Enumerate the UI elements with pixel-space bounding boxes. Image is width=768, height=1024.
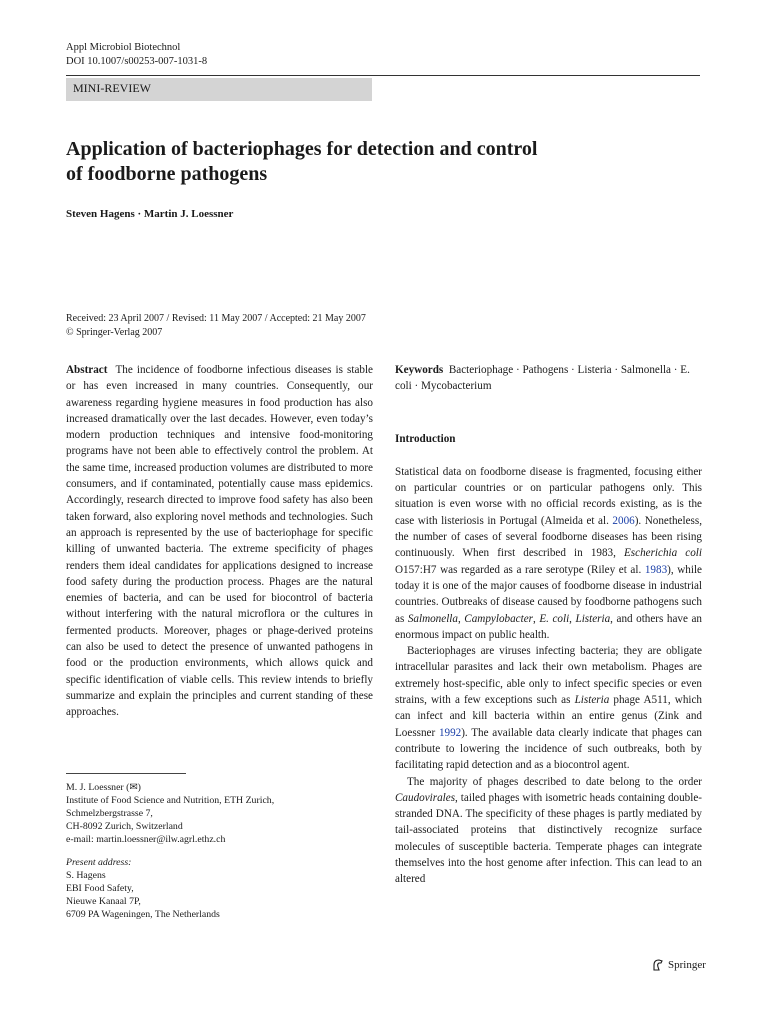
- present-city: 6709 PA Wageningen, The Netherlands: [66, 909, 220, 920]
- doi: DOI 10.1007/s00253-007-1031-8: [66, 56, 208, 67]
- footnote: [66, 781, 366, 921]
- citation-link[interactable]: 1992: [438, 726, 462, 739]
- present-name: S. Hagens: [66, 870, 106, 881]
- intro-paragraph-3: The majority of phages described to date belong to the order Caudovirales, tailed phages with isometric heads containing double-stranded DNA. The specificity of these phages is partly mediated by tail-associated proteins that distinctively recognize surface molecules of susceptible bacteria. Temperate phages can integrate themselves into the host genome after infection. This can lead to an altered: [395, 775, 702, 886]
- copyright: © Springer-Verlag 2007: [66, 326, 163, 338]
- header-rule: [66, 75, 700, 76]
- abstract: [66, 362, 373, 721]
- present-org: EBI Food Safety,: [66, 883, 134, 894]
- journal-name: Appl Microbiol Biotechnol: [66, 42, 181, 53]
- journal-header: [66, 41, 207, 69]
- intro-paragraph-1: Statistical data on foodborne disease is fragmented, focusing either on particular countries or on particular pathogens only. This situation is even worse with no official records existing, as is the case with listeriosis in Portugal (Almeida et al. 2006). Nonetheless, the number of cases of several foodborne diseases has been rising continuously. When first described in 1983, Escherichia coli O157:H7 was regarded as a rare serotype (Riley et al. 1983), while today it is one of the major causes of foodborne disease in industrial countries. Outbreaks of disease caused by foodborne pathogens such as Salmonella, Campylobacter, E. coli, Listeria, and others have an enormous impact on public health.: [395, 465, 703, 641]
- citation-link[interactable]: 1983: [644, 563, 668, 576]
- article-title: [66, 137, 666, 187]
- section-banner: MINI-REVIEW: [66, 78, 372, 101]
- right-column: [395, 362, 702, 888]
- abstract-text: The incidence of foodborne infectious diseases is stable or has even increased in many countries. Consequently, our awareness regarding hygiene measures in food production has also increased dramatically over the last decades. However, even today’s modern production techniques and intensive food-monitoring programs have not been able to effectively control the problem. At the same time, increased production volumes are distributed to more consumers, and if contaminated, potentially cause mass epidemics. Accordingly, research directed to improve food safety has also been taken forward, also exploring novel methods and technologies. Such an approach is represented by the use of bacteriophage for specific killing of unwanted bacteria. The extreme specificity of phages renders them ideal candidates for applications designed to increase food safety during the production process. Phages are the natural enemies of bacteria, and can be used for biocontrol of bacteria without interfering with the natural microflora or the cultures in fermented products. Moreover, phages or phage-derived proteins can also be used to detect the presence of unwanted pathogens in food or the production environments, which allows quick and specific identification of viable cells. This review intends to briefly summarize and explain the principles and current standing of these approaches.: [66, 364, 373, 719]
- publisher-footer: [651, 958, 706, 972]
- corresponding-author: M. J. Loessner (✉): [66, 782, 141, 793]
- affiliation: Institute of Food Science and Nutrition, ETH Zurich,: [66, 795, 275, 806]
- abstract-label: Abstract: [66, 364, 108, 376]
- keywords: [395, 362, 702, 395]
- left-column: [66, 362, 373, 721]
- keywords-text: Bacteriophage · Pathogens · Listeria · Salmonella · E. coli · Mycobacterium: [395, 364, 690, 393]
- citation-link[interactable]: 2006: [612, 514, 635, 527]
- email[interactable]: e-mail: martin.loessner@ilw.agrl.ethz.ch: [66, 834, 226, 845]
- springer-horse-icon: [651, 958, 665, 972]
- dates: [66, 312, 366, 339]
- title-line-2: of foodborne pathogens: [66, 163, 268, 185]
- received-dates: Received: 23 April 2007 / Revised: 11 May 2007 / Accepted: 21 May 2007: [66, 313, 366, 324]
- publisher-name: Springer: [668, 959, 706, 971]
- introduction-heading: Introduction: [395, 432, 456, 445]
- street: Schmelzbergstrasse 7,: [66, 808, 153, 819]
- title-line-1: Application of bacteriophages for detection and control: [66, 138, 538, 160]
- authors: Steven Hagens · Martin J. Loessner: [66, 208, 234, 220]
- footnote-rule: [66, 773, 186, 774]
- keywords-label: Keywords: [395, 364, 444, 376]
- present-street: Nieuwe Kanaal 7P,: [66, 896, 141, 907]
- intro-paragraph-2: Bacteriophages are viruses infecting bacteria; they are obligate intracellular parasites and lack their own metabolism. Phages are extremely host-specific, able only to infect specific species or even strains, with a few exceptions such as Listeria phage A511, which can infect and kill bacteria within an entire genus (Zink and Loessner 1992). The available data clearly indicate that phages can contribute to lowering the incidence of such outbreaks, both by facilitating rapid detection and as a biocontrol agent.: [395, 645, 702, 772]
- city: CH-8092 Zurich, Switzerland: [66, 821, 183, 832]
- present-address-label: Present address:: [66, 857, 132, 868]
